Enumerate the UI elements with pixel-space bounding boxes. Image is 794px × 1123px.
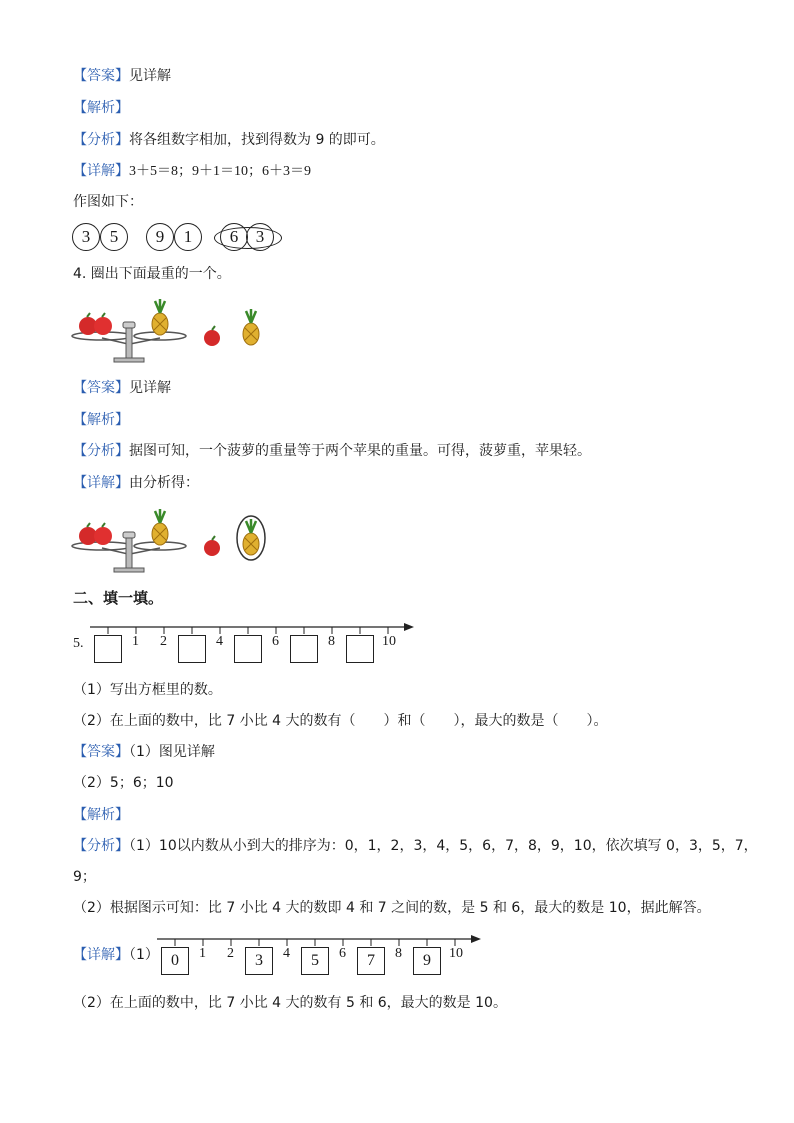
detail-tag: 【详解】 bbox=[73, 947, 129, 963]
apple-icon bbox=[204, 536, 220, 556]
section-title: 二、填一填。 bbox=[73, 589, 164, 607]
q4-answer-line bbox=[73, 378, 171, 398]
tick-label: 6 bbox=[339, 946, 346, 961]
blank-box[interactable] bbox=[290, 635, 318, 663]
q4-fenxi-line bbox=[73, 441, 591, 461]
pineapple-icon bbox=[243, 309, 259, 345]
q5-fenxi-line3: （2）根据图示可知：比 7 小比 4 大的数即 4 和 7 之间的数，是 5 和 6，最大的数是 10，据此解答。 bbox=[73, 900, 711, 916]
detail-prefix: （1） bbox=[129, 947, 159, 963]
answer-tag: 【答案】 bbox=[73, 744, 129, 760]
balance-scale-answer-figure bbox=[70, 504, 275, 576]
blank-box[interactable] bbox=[178, 635, 206, 663]
q5-answer-line2: （2）5；6；10 bbox=[73, 775, 174, 791]
q5-fenxi-line bbox=[73, 836, 758, 856]
apple-icon bbox=[204, 326, 220, 346]
number-circle: 6 bbox=[220, 223, 248, 251]
q4-question: 4. 圈出下面最重的一个。 bbox=[73, 266, 231, 282]
fenxi-text: （1）10以内数从小到大的排序为：0，1，2，3，4，5，6，7，8，9，10，依次填写 0，3，5，7， bbox=[129, 838, 758, 854]
blank-box[interactable] bbox=[94, 635, 122, 663]
q5-answer-line bbox=[73, 742, 215, 762]
q4-detail-line bbox=[73, 473, 199, 493]
filled-box: 5 bbox=[301, 947, 329, 975]
tick-label: 10 bbox=[382, 634, 396, 649]
detail-text: 由分析得： bbox=[129, 475, 199, 491]
tick-label: 4 bbox=[216, 634, 223, 649]
pineapple-icon bbox=[152, 509, 168, 545]
blank-box[interactable] bbox=[234, 635, 262, 663]
number-circle: 3 bbox=[72, 223, 100, 251]
tick-label: 8 bbox=[395, 946, 402, 961]
tick-label: 2 bbox=[227, 946, 234, 961]
answer-text: 见详解 bbox=[129, 380, 171, 396]
filled-box: 3 bbox=[245, 947, 273, 975]
number-line-answer bbox=[155, 930, 485, 980]
q5-sub2: （2）在上面的数中，比 7 小比 4 大的数有（ ）和（ ），最大的数是（ ）。 bbox=[73, 713, 608, 729]
number-circle: 3 bbox=[246, 223, 274, 251]
q5-number: 5. bbox=[73, 636, 84, 651]
tick-label: 4 bbox=[283, 946, 290, 961]
q3-detail-line bbox=[73, 161, 311, 182]
circled-pineapple-icon bbox=[237, 516, 265, 560]
number-line-question bbox=[88, 618, 418, 668]
q5-detail-line2: （2）在上面的数中，比 7 小比 4 大的数有 5 和 6，最大的数是 10。 bbox=[73, 995, 507, 1011]
tick-label: 1 bbox=[199, 946, 206, 961]
pineapple-icon bbox=[152, 299, 168, 335]
tick-label: 2 bbox=[160, 634, 167, 649]
filled-box: 0 bbox=[161, 947, 189, 975]
blank-box[interactable] bbox=[346, 635, 374, 663]
q5-fenxi-line2: 9； bbox=[73, 869, 96, 885]
fenxi-tag: 【分析】 bbox=[73, 838, 129, 854]
analysis-tag: 【解析】 bbox=[73, 412, 129, 428]
q3-fenxi-line bbox=[73, 130, 385, 150]
filled-box: 7 bbox=[357, 947, 385, 975]
number-circle: 1 bbox=[174, 223, 202, 251]
circle-figure bbox=[72, 222, 292, 254]
detail-tag: 【详解】 bbox=[73, 163, 129, 179]
filled-box: 9 bbox=[413, 947, 441, 975]
q5-detail-line bbox=[73, 945, 159, 965]
number-circle: 5 bbox=[100, 223, 128, 251]
q5-sub1: （1）写出方框里的数。 bbox=[73, 682, 222, 698]
fenxi-text: 将各组数字相加，找到得数为 9 的即可。 bbox=[129, 132, 385, 148]
fenxi-tag: 【分析】 bbox=[73, 132, 129, 148]
fenxi-tag: 【分析】 bbox=[73, 443, 129, 459]
answer-text: （1）图见详解 bbox=[129, 744, 215, 760]
analysis-tag: 【解析】 bbox=[73, 807, 129, 823]
balance-scale-figure bbox=[70, 294, 270, 366]
tick-label: 6 bbox=[272, 634, 279, 649]
answer-tag: 【答案】 bbox=[73, 68, 129, 84]
fenxi-text: 据图可知，一个菠萝的重量等于两个苹果的重量。可得，菠萝重，苹果轻。 bbox=[129, 443, 591, 459]
tick-label: 1 bbox=[132, 634, 139, 649]
q5-analysis-line bbox=[73, 805, 129, 825]
number-circle: 9 bbox=[146, 223, 174, 251]
q3-analysis-line bbox=[73, 98, 129, 118]
analysis-tag: 【解析】 bbox=[73, 100, 129, 116]
q3-answer-line bbox=[73, 66, 171, 86]
answer-text: 见详解 bbox=[129, 68, 171, 84]
tick-label: 8 bbox=[328, 634, 335, 649]
q4-analysis-line bbox=[73, 410, 129, 430]
detail-text: 3＋5＝8；9＋1＝10；6＋3＝9 bbox=[129, 164, 311, 179]
drawing-label: 作图如下： bbox=[73, 194, 143, 210]
answer-tag: 【答案】 bbox=[73, 380, 129, 396]
detail-tag: 【详解】 bbox=[73, 475, 129, 491]
tick-label: 10 bbox=[449, 946, 463, 961]
